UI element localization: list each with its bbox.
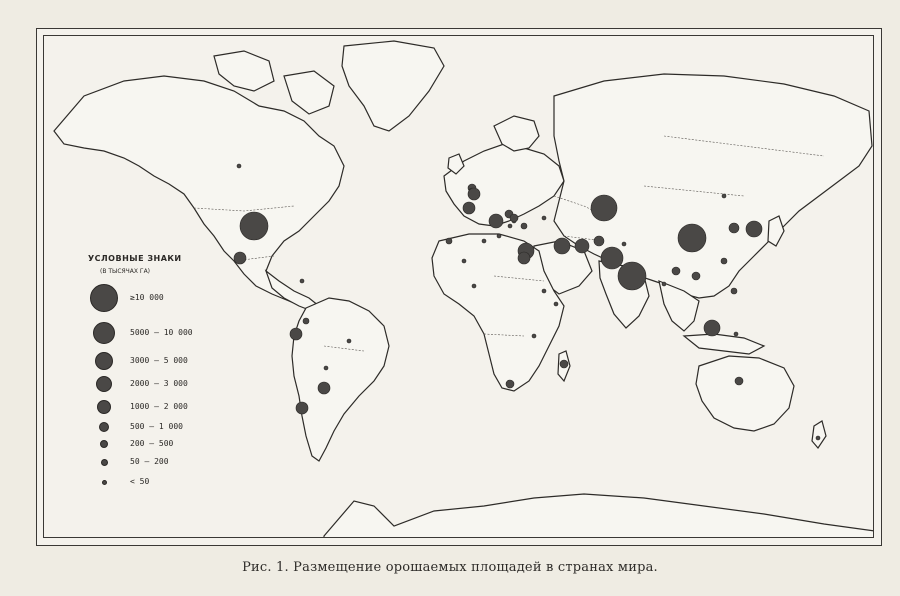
legend-symbol — [99, 422, 109, 432]
legend-subtitle: (В ТЫСЯЧАХ ГА) — [100, 268, 151, 275]
legend-item — [84, 438, 244, 458]
marker-china — [678, 224, 706, 252]
legend-symbol — [101, 459, 108, 466]
marker-taiwan — [721, 258, 727, 264]
marker-afghanistan — [594, 236, 604, 246]
marker-japan — [746, 221, 762, 237]
legend-item — [84, 350, 244, 370]
marker-mongolia — [722, 194, 726, 198]
legend-label: < 50 — [130, 477, 150, 486]
legend-symbol — [90, 284, 118, 312]
marker-philippines — [731, 288, 737, 294]
legend-title: УСЛОВНЫЕ ЗНАКИ — [88, 254, 182, 263]
marker-pakistan — [601, 247, 623, 269]
marker-ukraine — [521, 223, 527, 229]
landmass-greenland — [342, 41, 444, 131]
legend-label: 1000 — 2 000 — [130, 402, 188, 411]
landmass-europe — [444, 144, 564, 226]
marker-libya — [497, 234, 501, 238]
legend-symbol — [96, 376, 112, 392]
legend-label: 5000 — 10 000 — [130, 328, 193, 337]
marker-peru — [290, 328, 302, 340]
legend-item — [84, 456, 244, 476]
legend-label: ≥10 000 — [130, 293, 164, 302]
marker-canada — [237, 164, 241, 168]
marker-korea — [729, 223, 739, 233]
marker-nigeria — [472, 284, 476, 288]
marker-kazakhstan — [591, 195, 617, 221]
landmass-arctic-islands — [214, 51, 274, 91]
map-legend — [84, 254, 244, 504]
marker-new-zealand — [816, 436, 820, 440]
landmass-antarctica — [324, 494, 874, 538]
legend-symbol — [93, 322, 115, 344]
marker-italy — [489, 214, 503, 228]
marker-iran — [575, 239, 589, 253]
figure-caption: Рис. 1. Размещение орошаемых площадей в странах мира. — [242, 560, 658, 575]
legend-label: 2000 — 3 000 — [130, 379, 188, 388]
marker-south-africa — [506, 380, 514, 388]
marker-colombia — [303, 318, 309, 324]
marker-tanzania — [532, 334, 536, 338]
marker-burma — [662, 282, 666, 286]
legend-label: 50 — 200 — [130, 457, 169, 466]
marker-moldova — [510, 214, 518, 222]
marker-vietnam — [692, 272, 700, 280]
landmass-indonesia — [684, 334, 764, 354]
marker-sudan — [518, 252, 530, 264]
legend-item — [84, 476, 244, 496]
marker-germany — [468, 188, 480, 200]
marker-brazil — [347, 339, 351, 343]
marker-mali — [462, 259, 466, 263]
marker-algeria — [482, 239, 486, 243]
landmass-new-zealand — [812, 421, 826, 448]
legend-item — [84, 398, 244, 418]
marker-central-asia — [622, 242, 626, 246]
marker-usa — [240, 212, 268, 240]
landmass-australia — [696, 356, 794, 431]
marker-india — [618, 262, 646, 290]
legend-item — [84, 320, 244, 340]
marker-thailand — [672, 267, 680, 275]
marker-australia — [735, 377, 743, 385]
marker-malaysia — [734, 332, 738, 336]
landmass-baffin — [284, 71, 334, 114]
legend-item — [84, 374, 244, 394]
marker-madagascar — [560, 360, 568, 368]
marker-turkey — [542, 216, 546, 220]
legend-label: 500 — 1 000 — [130, 422, 183, 431]
legend-label: 3000 — 5 000 — [130, 356, 188, 365]
marker-bolivia — [324, 366, 328, 370]
map-frame — [36, 28, 882, 546]
marker-chile — [296, 402, 308, 414]
marker-indonesia — [704, 320, 720, 336]
marker-morocco — [446, 238, 452, 244]
marker-ethiopia — [542, 289, 546, 293]
legend-symbol — [95, 352, 113, 370]
marker-kenya — [554, 302, 558, 306]
marker-argentina — [318, 382, 330, 394]
marker-spain — [463, 202, 475, 214]
legend-symbol — [102, 480, 107, 485]
legend-item — [84, 284, 244, 304]
legend-symbol — [100, 440, 108, 448]
marker-cuba — [300, 279, 304, 283]
map-area — [43, 35, 874, 538]
legend-symbol — [97, 400, 111, 414]
legend-item — [84, 420, 244, 440]
legend-label: 200 — 500 — [130, 439, 174, 448]
marker-east-europe — [508, 224, 512, 228]
marker-iraq — [554, 238, 570, 254]
